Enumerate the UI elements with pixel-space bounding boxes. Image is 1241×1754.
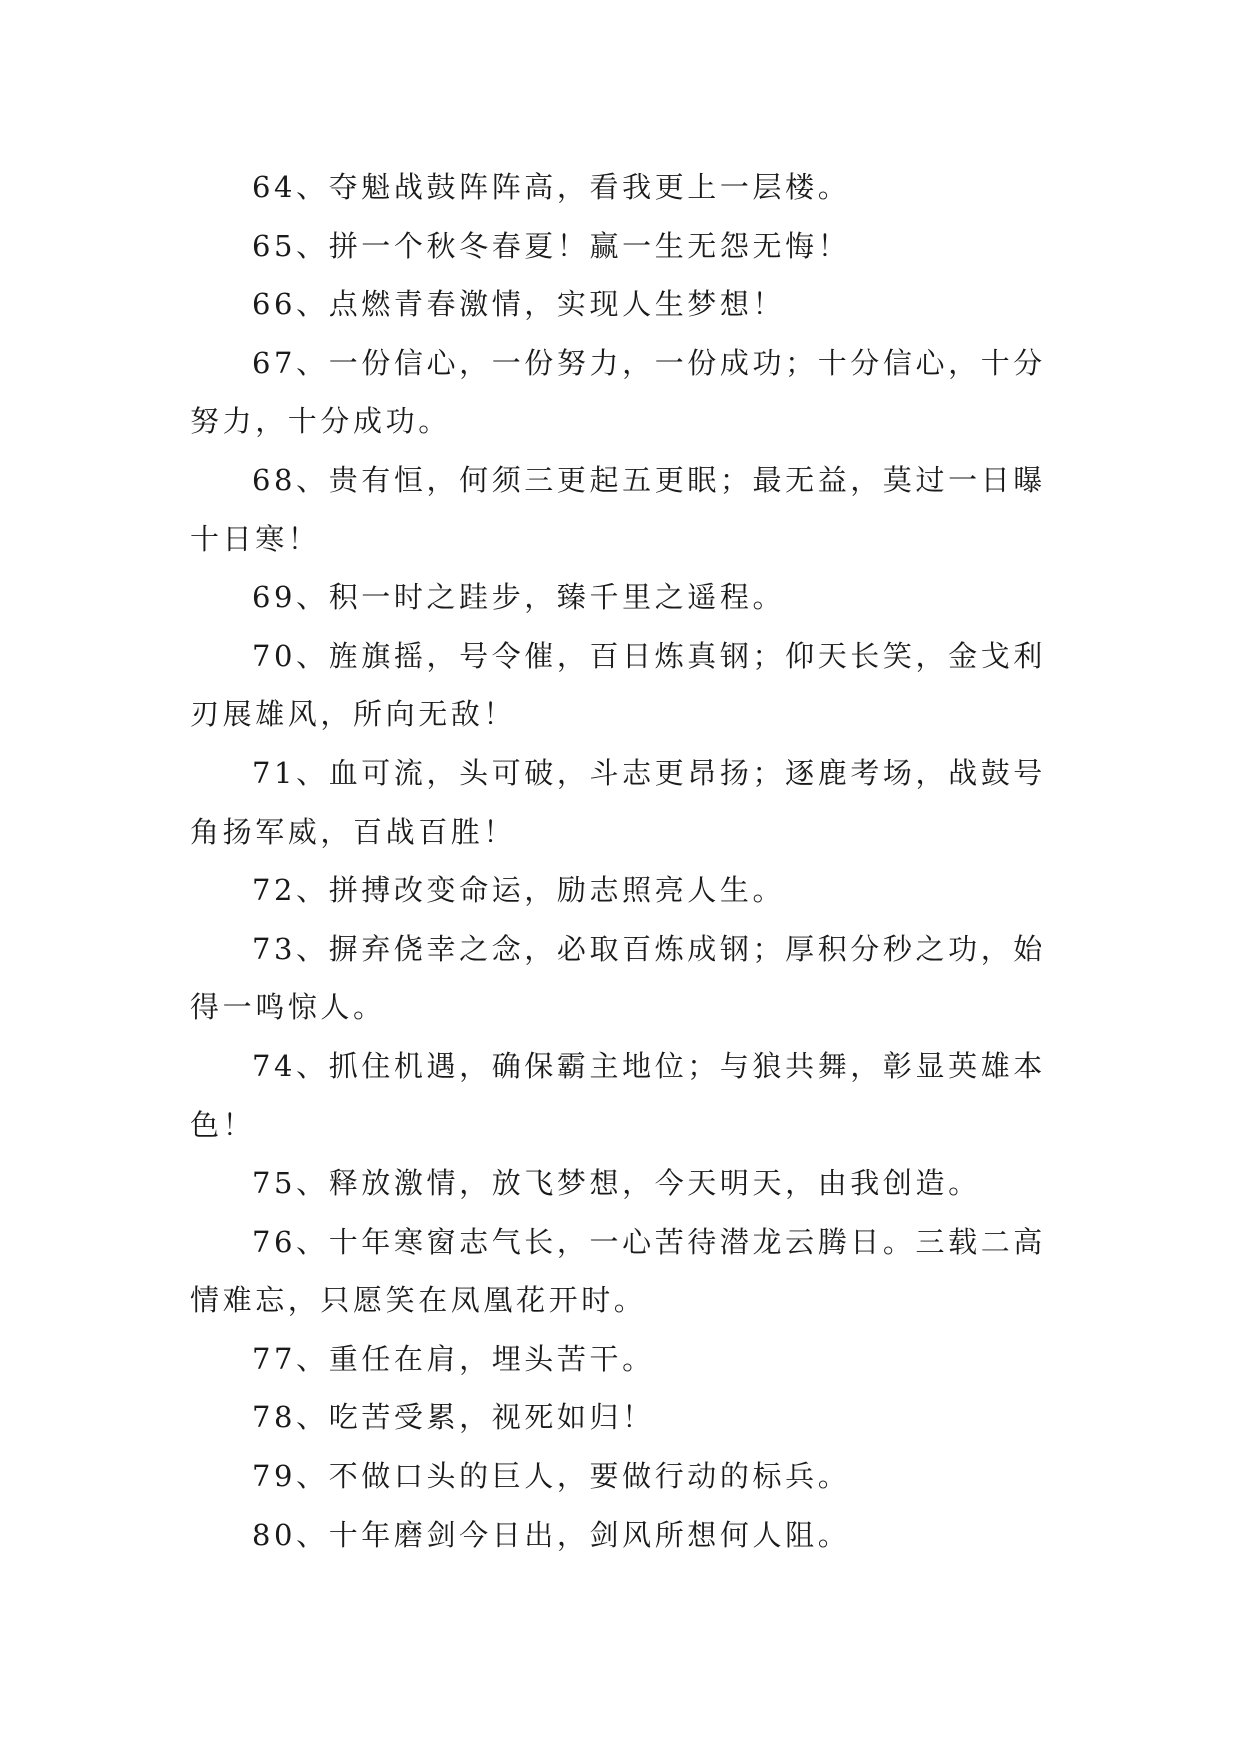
- list-item: 80、十年磨剑今日出，剑风所想何人阻。: [252, 1517, 851, 1552]
- list-item: 73、摒弃侥幸之念，必取百炼成钢；厚积分秒之功，始得一鸣惊人。: [190, 931, 1046, 1025]
- list-item: 72、拼搏改变命运，励志照亮人生。: [252, 873, 786, 908]
- list-item: 74、抓住机遇，确保霸主地位；与狼共舞，彰显英雄本色！: [190, 1048, 1046, 1142]
- list-item: 79、不做口头的巨人，要做行动的标兵。: [252, 1459, 851, 1494]
- list-item: 75、释放激情，放飞梦想，今天明天，由我创造。: [252, 1166, 981, 1201]
- list-item: 77、重任在肩，埋头苦干。: [252, 1341, 655, 1376]
- list-item: 69、积一时之跬步，臻千里之遥程。: [252, 580, 786, 615]
- list-item: 76、十年寒窗志气长，一心苦待潜龙云腾日。三载二高情难忘，只愿笑在凤凰花开时。: [190, 1224, 1046, 1318]
- list-item: 78、吃苦受累，视死如归！: [252, 1400, 655, 1435]
- list-item: 71、血可流，头可破，斗志更昂扬；逐鹿考场，战鼓号角扬军威，百战百胜！: [190, 755, 1046, 849]
- list-item: 68、贵有恒，何须三更起五更眠；最无益，莫过一日曝十日寒！: [190, 462, 1046, 556]
- slogan-list: [190, 158, 1050, 1564]
- list-item: 70、旌旗摇，号令催，百日炼真钢；仰天长笑，金戈利刃展雄风，所向无敌！: [190, 638, 1046, 732]
- list-item: 64、夺魁战鼓阵阵高，看我更上一层楼。: [252, 170, 851, 204]
- list-item: 65、拼一个秋冬春夏！赢一生无怨无悔！: [252, 228, 851, 263]
- list-item: 66、点燃青春激情，实现人生梦想！: [252, 287, 786, 322]
- list-item: 67、一份信心，一份努力，一份成功；十分信心，十分努力，十分成功。: [190, 345, 1046, 439]
